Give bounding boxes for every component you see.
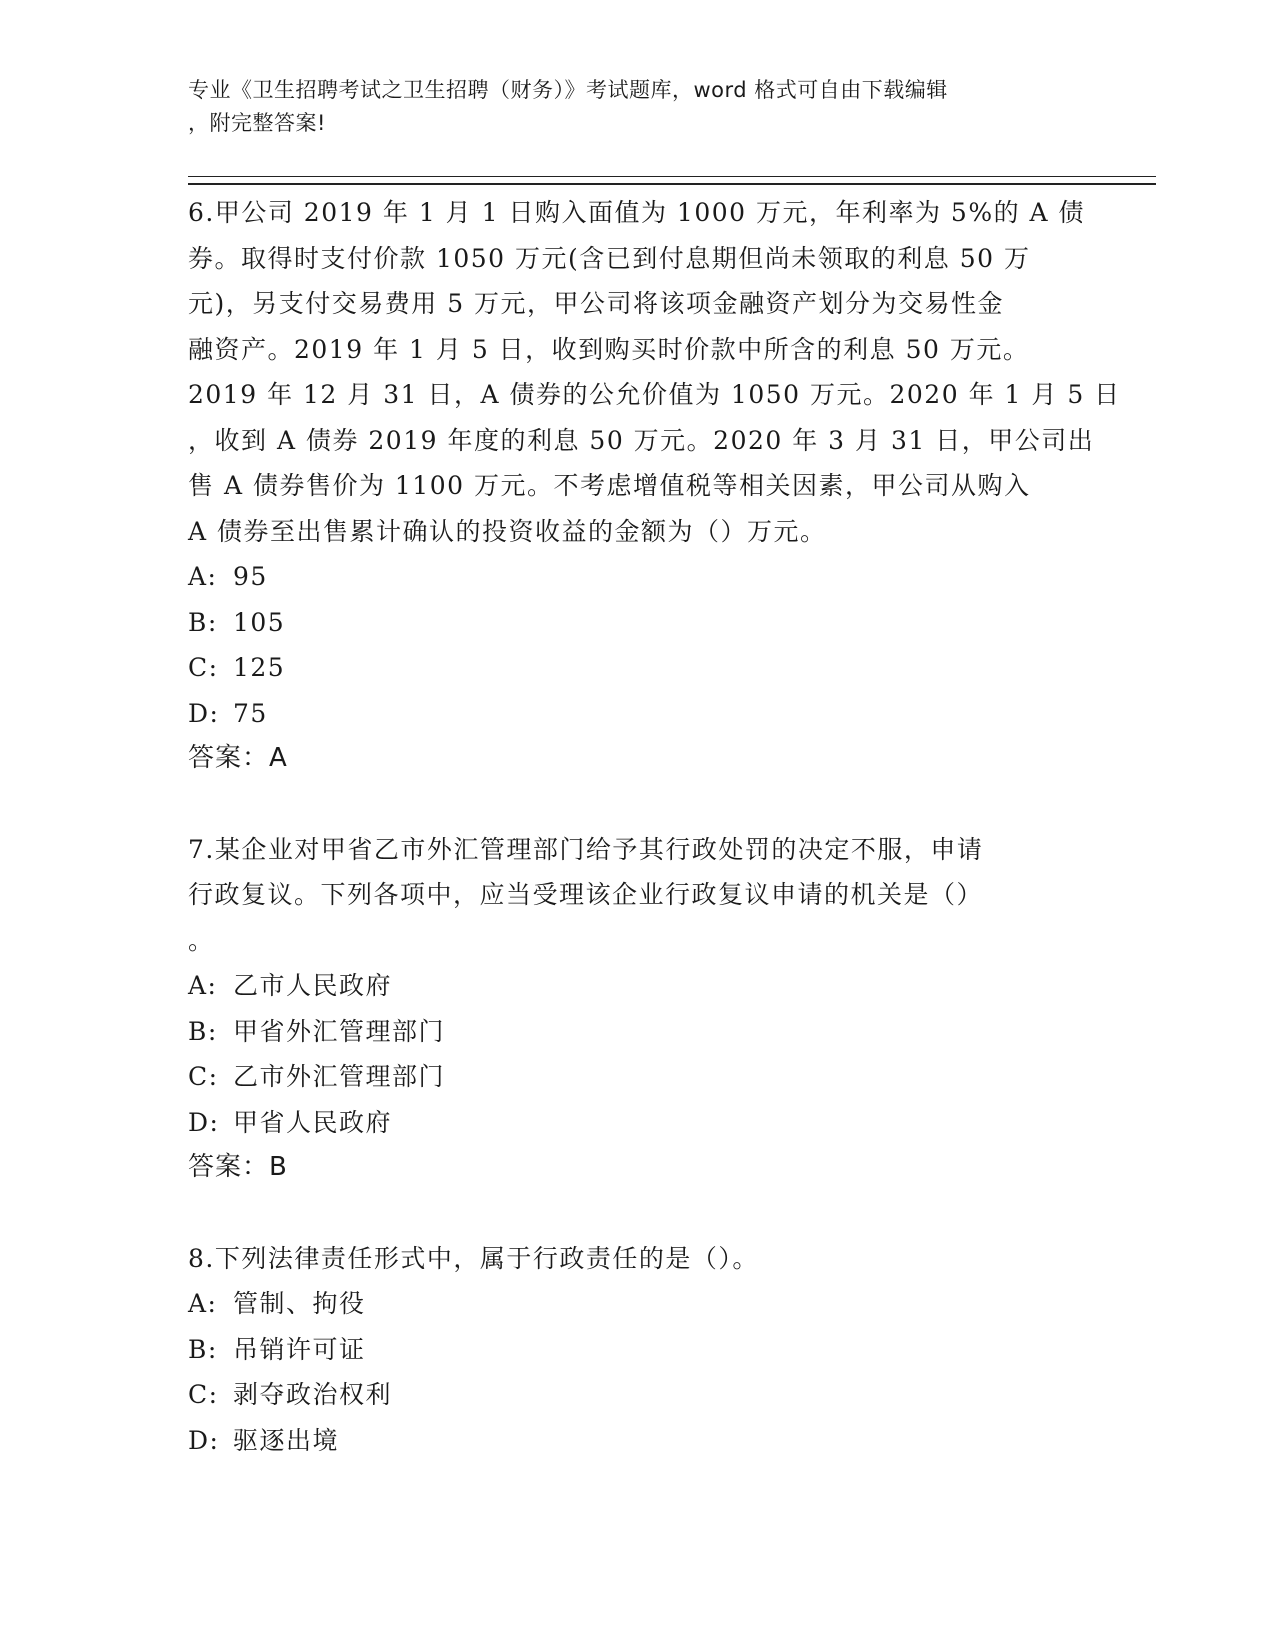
question-spacer: [188, 1191, 1088, 1236]
stem-line: 元)，另支付交易费用 5 万元，甲公司将该项金融资产划分为交易性金: [188, 289, 1005, 318]
question-8: [188, 1236, 1088, 1464]
question-6: [188, 190, 1121, 782]
stem-line: 券。取得时支付价款 1050 万元(含已到付息期但尚未领取的利息 50 万: [188, 243, 1031, 273]
option-d: [188, 1100, 1088, 1146]
option-letter: D:: [188, 1107, 220, 1137]
option-text: 管制、拘役: [233, 1289, 366, 1318]
header-line-2: ，附完整答案!: [188, 111, 326, 135]
stem-line: 。: [188, 925, 215, 955]
option-b: [188, 600, 1088, 646]
option-d: [188, 1418, 1088, 1464]
answer-line: 答案：A: [188, 743, 288, 773]
header-divider: [188, 176, 1156, 185]
option-text: 吊销许可证: [233, 1334, 366, 1364]
stem-line: 6.甲公司 2019 年 1 月 1 日购入面值为 1000 万元，年利率为 5%的 A 债: [188, 198, 1086, 227]
option-text: 乙市外汇管理部门: [233, 1062, 446, 1091]
option-text: 甲省人民政府: [233, 1107, 393, 1137]
option-c: [188, 1054, 1088, 1100]
question-list: [188, 190, 1121, 1463]
header-line-1: 专业《卫生招聘考试之卫生招聘（财务）》考试题库，word 格式可自由下载编辑: [188, 78, 948, 102]
option-letter: B:: [188, 1016, 218, 1046]
option-letter: C:: [188, 653, 219, 682]
question-stem: [188, 1236, 1088, 1282]
page-header: [188, 74, 1088, 140]
option-text: 75: [233, 698, 268, 728]
option-letter: A:: [188, 971, 218, 1000]
option-c: [188, 645, 1088, 691]
question-spacer: [188, 782, 1088, 827]
option-letter: C:: [188, 1380, 219, 1409]
option-letter: C:: [188, 1062, 219, 1091]
stem-line: 8.下列法律责任形式中，属于行政责任的是（）。: [188, 1243, 759, 1273]
stem-line: 2019 年 12 月 31 日，A 债券的公允价值为 1050 万元。2020 年 1 月 5 日: [188, 380, 1121, 409]
question-stem: [188, 827, 1088, 964]
option-letter: D:: [188, 1425, 220, 1455]
option-text: 105: [233, 607, 286, 637]
option-text: 125: [233, 653, 286, 682]
option-d: [188, 691, 1088, 737]
option-a: [188, 1281, 1088, 1327]
stem-line: 售 A 债券售价为 1100 万元。不考虑增值税等相关因素，甲公司从购入: [188, 471, 1031, 500]
stem-line: 行政复议。下列各项中，应当受理该企业行政复议申请的机关是（）: [188, 880, 984, 909]
option-c: [188, 1372, 1088, 1418]
option-text: 驱逐出境: [233, 1425, 340, 1455]
option-text: 甲省外汇管理部门: [233, 1016, 446, 1046]
option-text: 95: [233, 562, 268, 591]
option-a: [188, 554, 1088, 600]
option-b: [188, 1009, 1088, 1055]
answer-line: 答案：B: [188, 1152, 288, 1182]
option-letter: A:: [188, 562, 218, 591]
option-text: 剥夺政治权利: [233, 1380, 393, 1409]
question-stem: [188, 190, 1121, 554]
option-letter: D:: [188, 698, 220, 728]
option-letter: B:: [188, 607, 218, 637]
option-letter: B:: [188, 1334, 218, 1364]
option-letter: A:: [188, 1289, 218, 1318]
stem-line: ，收到 A 债券 2019 年度的利息 50 万元。2020 年 3 月 31 日，甲公司出: [188, 425, 1095, 455]
option-b: [188, 1327, 1088, 1373]
stem-line: 7.某企业对甲省乙市外汇管理部门给予其行政处罚的决定不服，申请: [188, 834, 984, 864]
option-text: 乙市人民政府: [233, 971, 393, 1000]
stem-line: 融资产。2019 年 1 月 5 日，收到购买时价款中所含的利息 50 万元。: [188, 334, 1030, 364]
stem-line: A 债券至出售累计确认的投资收益的金额为（）万元。: [188, 516, 827, 546]
option-a: [188, 963, 1088, 1009]
question-7: [188, 827, 1088, 1191]
